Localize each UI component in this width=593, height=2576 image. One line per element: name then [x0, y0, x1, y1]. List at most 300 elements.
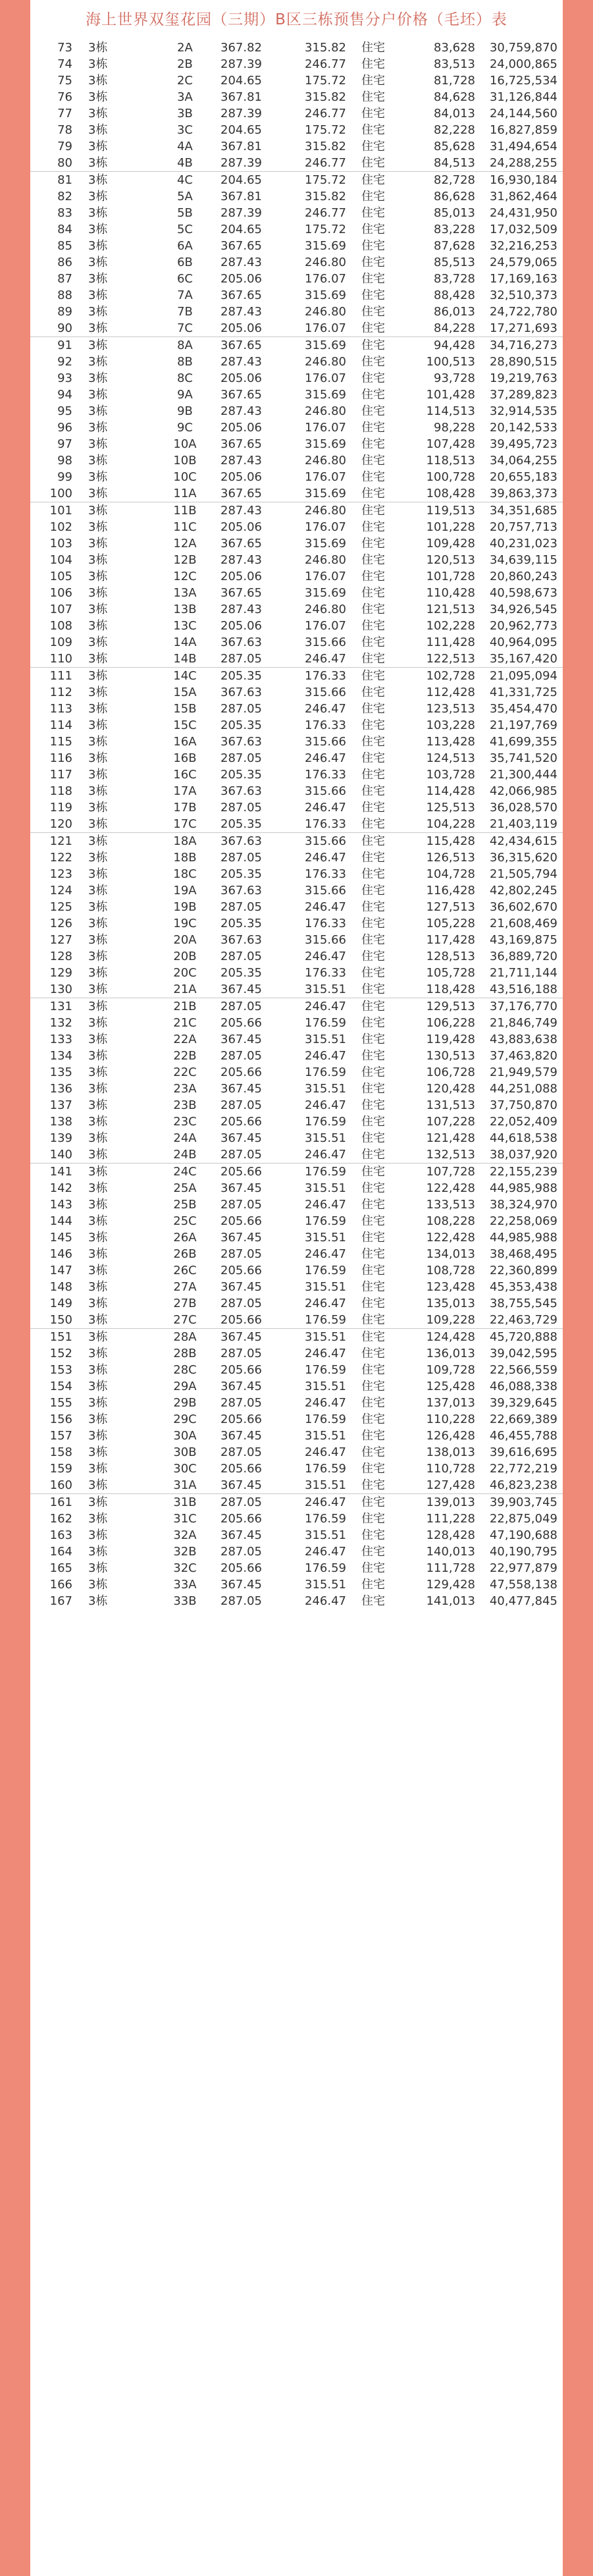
row-index: 90	[57, 321, 72, 335]
unit-price: 83,628	[434, 41, 475, 55]
floor-area: 205.06	[220, 619, 262, 633]
table-row	[30, 899, 563, 915]
usage: 住宅	[361, 834, 385, 848]
row-index: 76	[57, 90, 72, 104]
building: 3栋	[88, 173, 108, 187]
table-row	[30, 535, 563, 552]
inner-area: 246.47	[305, 652, 346, 666]
usage: 住宅	[361, 388, 385, 402]
usage: 住宅	[361, 1231, 385, 1245]
inner-area: 246.80	[305, 255, 346, 269]
usage: 住宅	[361, 1181, 385, 1195]
table-row	[30, 832, 563, 849]
inner-area: 246.47	[305, 1000, 346, 1013]
building: 3栋	[88, 1512, 108, 1526]
table-row	[30, 1031, 563, 1048]
usage: 住宅	[361, 1016, 385, 1030]
table-row	[30, 1345, 563, 1362]
table-row	[30, 1543, 563, 1560]
building: 3栋	[88, 1495, 108, 1509]
usage: 住宅	[361, 1412, 385, 1426]
building: 3栋	[88, 1396, 108, 1410]
unit-number: 23A	[173, 1082, 197, 1096]
row-index: 149	[49, 1297, 72, 1310]
row-index: 110	[49, 652, 72, 666]
unit-number: 6C	[176, 272, 193, 286]
unit-number: 19B	[173, 900, 197, 914]
floor-area: 205.35	[220, 817, 262, 831]
floor-area: 367.65	[220, 537, 262, 550]
floor-area: 287.05	[220, 702, 262, 716]
unit-number: 28B	[173, 1347, 197, 1360]
row-index: 154	[49, 1380, 72, 1393]
inner-area: 176.59	[305, 1115, 346, 1129]
total-price: 22,258,069	[489, 1214, 557, 1228]
inner-area: 175.72	[305, 74, 346, 88]
floor-area: 204.65	[220, 173, 262, 187]
row-index: 135	[49, 1065, 72, 1079]
row-index: 138	[49, 1115, 72, 1129]
total-price: 16,827,859	[489, 123, 557, 137]
unit-number: 15C	[173, 718, 197, 732]
floor-area: 367.65	[220, 487, 262, 500]
usage: 住宅	[361, 1247, 385, 1261]
floor-area: 287.05	[220, 1495, 262, 1509]
unit-price: 117,428	[426, 933, 475, 947]
table-row	[30, 1493, 563, 1511]
floor-area: 287.05	[220, 801, 262, 815]
row-index: 113	[49, 702, 72, 716]
unit-price: 111,428	[426, 635, 475, 649]
table-row	[30, 684, 563, 701]
total-price: 43,516,188	[489, 982, 557, 996]
usage: 住宅	[361, 173, 385, 187]
building: 3栋	[88, 537, 108, 550]
inner-area: 315.51	[305, 1528, 346, 1542]
row-index: 152	[49, 1347, 72, 1360]
building: 3栋	[88, 355, 108, 369]
row-index: 116	[49, 751, 72, 765]
unit-number: 13B	[173, 603, 197, 616]
table-row	[30, 1279, 563, 1295]
inner-area: 246.80	[305, 305, 346, 319]
row-index: 92	[57, 355, 72, 369]
row-index: 93	[57, 371, 72, 385]
table-row	[30, 40, 563, 56]
unit-number: 24B	[173, 1148, 197, 1162]
floor-area: 367.81	[220, 190, 262, 203]
unit-number: 12A	[173, 537, 197, 550]
table-row	[30, 1081, 563, 1097]
building: 3栋	[88, 223, 108, 236]
row-index: 127	[49, 933, 72, 947]
building: 3栋	[88, 867, 108, 881]
total-price: 44,985,988	[489, 1231, 557, 1245]
inner-area: 176.07	[305, 570, 346, 583]
table-row	[30, 155, 563, 171]
usage: 住宅	[361, 338, 385, 352]
building: 3栋	[88, 1445, 108, 1459]
row-index: 129	[49, 966, 72, 980]
inner-area: 315.66	[305, 834, 346, 848]
unit-price: 122,513	[426, 652, 475, 666]
unit-number: 17B	[173, 801, 197, 815]
table-row	[30, 1180, 563, 1196]
row-index: 139	[49, 1131, 72, 1145]
usage: 住宅	[361, 603, 385, 616]
unit-price: 124,513	[426, 751, 475, 765]
usage: 住宅	[361, 1065, 385, 1079]
total-price: 21,403,119	[489, 817, 557, 831]
inner-area: 176.59	[305, 1165, 346, 1179]
table-row	[30, 502, 563, 519]
inner-area: 315.51	[305, 1330, 346, 1344]
total-price: 22,155,239	[489, 1165, 557, 1179]
row-index: 103	[49, 537, 72, 550]
unit-number: 11B	[173, 504, 197, 518]
floor-area: 367.45	[220, 1181, 262, 1195]
table-row	[30, 254, 563, 271]
building: 3栋	[88, 933, 108, 947]
inner-area: 175.72	[305, 223, 346, 236]
unit-price: 86,013	[434, 305, 475, 319]
unit-number: 29A	[173, 1380, 197, 1393]
table-row	[30, 452, 563, 469]
row-index: 142	[49, 1181, 72, 1195]
floor-area: 367.45	[220, 1478, 262, 1492]
total-price: 43,883,638	[489, 1033, 557, 1046]
inner-area: 246.77	[305, 57, 346, 71]
row-index: 133	[49, 1033, 72, 1046]
usage: 住宅	[361, 1098, 385, 1112]
total-price: 31,862,464	[489, 190, 557, 203]
total-price: 35,741,520	[489, 751, 557, 765]
table-row	[30, 552, 563, 568]
total-price: 37,289,823	[489, 388, 557, 402]
total-price: 20,962,773	[489, 619, 557, 633]
building: 3栋	[88, 156, 108, 170]
building: 3栋	[88, 1528, 108, 1542]
floor-area: 205.66	[220, 1363, 262, 1377]
usage: 住宅	[361, 123, 385, 137]
building: 3栋	[88, 1049, 108, 1063]
unit-number: 26A	[173, 1231, 197, 1245]
inner-area: 246.47	[305, 1594, 346, 1608]
price-table	[30, 40, 563, 1609]
inner-area: 176.07	[305, 272, 346, 286]
usage: 住宅	[361, 1264, 385, 1277]
row-index: 163	[49, 1528, 72, 1542]
total-price: 46,455,788	[489, 1429, 557, 1443]
unit-number: 16B	[173, 751, 197, 765]
row-index: 98	[57, 454, 72, 468]
building: 3栋	[88, 553, 108, 567]
table-row	[30, 601, 563, 618]
total-price: 22,052,409	[489, 1115, 557, 1129]
floor-area: 367.82	[220, 41, 262, 55]
inner-area: 315.51	[305, 1478, 346, 1492]
usage: 住宅	[361, 784, 385, 798]
unit-price: 118,513	[426, 454, 475, 468]
total-price: 34,639,115	[489, 553, 557, 567]
inner-area: 176.33	[305, 718, 346, 732]
building: 3栋	[88, 834, 108, 848]
usage: 住宅	[361, 1000, 385, 1013]
unit-number: 27B	[173, 1297, 197, 1310]
unit-number: 14C	[173, 669, 197, 683]
unit-number: 7A	[177, 288, 193, 302]
unit-number: 23B	[173, 1098, 197, 1112]
usage: 住宅	[361, 288, 385, 302]
usage: 住宅	[361, 768, 385, 782]
unit-number: 17C	[173, 817, 197, 831]
unit-number: 25B	[173, 1198, 197, 1212]
building: 3栋	[88, 1115, 108, 1129]
floor-area: 367.63	[220, 933, 262, 947]
table-row	[30, 519, 563, 535]
total-price: 32,216,253	[489, 239, 557, 253]
inner-area: 246.47	[305, 851, 346, 865]
unit-price: 134,013	[426, 1247, 475, 1261]
inner-area: 246.77	[305, 206, 346, 220]
unit-price: 115,428	[426, 834, 475, 848]
unit-price: 93,728	[434, 371, 475, 385]
floor-area: 367.63	[220, 834, 262, 848]
building: 3栋	[88, 817, 108, 831]
inner-area: 246.47	[305, 1396, 346, 1410]
building: 3栋	[88, 74, 108, 88]
total-price: 42,066,985	[489, 784, 557, 798]
row-index: 123	[49, 867, 72, 881]
total-price: 24,722,780	[489, 305, 557, 319]
table-row	[30, 1511, 563, 1527]
inner-area: 175.72	[305, 173, 346, 187]
total-price: 32,510,373	[489, 288, 557, 302]
row-index: 145	[49, 1231, 72, 1245]
unit-number: 30A	[173, 1429, 197, 1443]
building: 3栋	[88, 504, 108, 518]
usage: 住宅	[361, 239, 385, 253]
inner-area: 246.47	[305, 1347, 346, 1360]
floor-area: 287.05	[220, 1247, 262, 1261]
floor-area: 287.43	[220, 504, 262, 518]
unit-price: 105,228	[426, 917, 475, 930]
row-index: 162	[49, 1512, 72, 1526]
floor-area: 367.45	[220, 1082, 262, 1096]
unit-number: 12C	[173, 570, 197, 583]
inner-area: 176.59	[305, 1363, 346, 1377]
row-index: 132	[49, 1016, 72, 1030]
inner-area: 315.51	[305, 1578, 346, 1592]
inner-area: 176.33	[305, 867, 346, 881]
building: 3栋	[88, 1347, 108, 1360]
total-price: 39,042,595	[489, 1347, 557, 1360]
floor-area: 205.66	[220, 1462, 262, 1476]
table-row	[30, 485, 563, 502]
floor-area: 287.39	[220, 107, 262, 121]
table-row	[30, 1477, 563, 1493]
row-index: 97	[57, 437, 72, 451]
building: 3栋	[88, 1082, 108, 1096]
inner-area: 246.47	[305, 900, 346, 914]
unit-number: 9C	[176, 421, 193, 435]
inner-area: 315.66	[305, 735, 346, 749]
usage: 住宅	[361, 801, 385, 815]
total-price: 24,000,865	[489, 57, 557, 71]
building: 3栋	[88, 1247, 108, 1261]
floor-area: 205.66	[220, 1065, 262, 1079]
unit-price: 140,013	[426, 1545, 475, 1559]
usage: 住宅	[361, 1131, 385, 1145]
price-sheet	[30, 0, 563, 2576]
inner-area: 315.51	[305, 1181, 346, 1195]
usage: 住宅	[361, 371, 385, 385]
usage: 住宅	[361, 1330, 385, 1344]
total-price: 31,494,654	[489, 140, 557, 153]
unit-price: 107,228	[426, 1115, 475, 1129]
total-price: 24,288,255	[489, 156, 557, 170]
usage: 住宅	[361, 685, 385, 699]
inner-area: 176.59	[305, 1264, 346, 1277]
inner-area: 176.07	[305, 619, 346, 633]
floor-area: 205.06	[220, 520, 262, 534]
unit-number: 30C	[173, 1462, 197, 1476]
unit-number: 16C	[173, 768, 197, 782]
row-index: 157	[49, 1429, 72, 1443]
table-row	[30, 1246, 563, 1262]
unit-price: 121,513	[426, 603, 475, 616]
total-price: 22,360,899	[489, 1264, 557, 1277]
table-row	[30, 701, 563, 717]
floor-area: 287.43	[220, 553, 262, 567]
floor-area: 367.45	[220, 1528, 262, 1542]
total-price: 24,579,065	[489, 255, 557, 269]
usage: 住宅	[361, 454, 385, 468]
total-price: 24,144,560	[489, 107, 557, 121]
unit-price: 85,513	[434, 255, 475, 269]
table-row	[30, 783, 563, 799]
floor-area: 367.63	[220, 635, 262, 649]
total-price: 36,028,570	[489, 801, 557, 815]
table-row	[30, 915, 563, 932]
unit-price: 100,728	[426, 470, 475, 484]
total-price: 44,985,988	[489, 1181, 557, 1195]
total-price: 44,251,088	[489, 1082, 557, 1096]
unit-price: 107,428	[426, 437, 475, 451]
row-index: 87	[57, 272, 72, 286]
table-row	[30, 1328, 563, 1345]
total-price: 34,926,545	[489, 603, 557, 616]
total-price: 37,750,870	[489, 1098, 557, 1112]
floor-area: 287.05	[220, 1545, 262, 1559]
building: 3栋	[88, 801, 108, 815]
building: 3栋	[88, 1380, 108, 1393]
floor-area: 287.05	[220, 1297, 262, 1310]
inner-area: 315.69	[305, 288, 346, 302]
usage: 住宅	[361, 421, 385, 435]
total-price: 39,329,645	[489, 1396, 557, 1410]
total-price: 38,755,545	[489, 1297, 557, 1310]
floor-area: 287.05	[220, 1049, 262, 1063]
row-index: 96	[57, 421, 72, 435]
usage: 住宅	[361, 1445, 385, 1459]
building: 3栋	[88, 239, 108, 253]
building: 3栋	[88, 1330, 108, 1344]
floor-area: 205.06	[220, 570, 262, 583]
building: 3栋	[88, 1214, 108, 1228]
row-index: 117	[49, 768, 72, 782]
row-index: 109	[49, 635, 72, 649]
unit-price: 109,728	[426, 1363, 475, 1377]
floor-area: 367.45	[220, 982, 262, 996]
total-price: 34,716,273	[489, 338, 557, 352]
row-index: 165	[49, 1561, 72, 1575]
row-index: 114	[49, 718, 72, 732]
inner-area: 175.72	[305, 123, 346, 137]
total-price: 21,949,579	[489, 1065, 557, 1079]
total-price: 39,863,373	[489, 487, 557, 500]
usage: 住宅	[361, 272, 385, 286]
unit-price: 108,728	[426, 1264, 475, 1277]
unit-price: 126,428	[426, 1429, 475, 1443]
inner-area: 315.51	[305, 1280, 346, 1294]
unit-price: 102,228	[426, 619, 475, 633]
usage: 住宅	[361, 652, 385, 666]
usage: 住宅	[361, 74, 385, 88]
floor-area: 287.05	[220, 1347, 262, 1360]
inner-area: 246.47	[305, 1198, 346, 1212]
inner-area: 176.07	[305, 470, 346, 484]
unit-number: 31C	[173, 1512, 197, 1526]
row-index: 83	[57, 206, 72, 220]
inner-area: 176.59	[305, 1462, 346, 1476]
building: 3栋	[88, 966, 108, 980]
unit-number: 2A	[177, 41, 193, 55]
unit-number: 11C	[173, 520, 197, 534]
unit-price: 125,513	[426, 801, 475, 815]
floor-area: 205.66	[220, 1115, 262, 1129]
building: 3栋	[88, 1594, 108, 1608]
row-index: 95	[57, 404, 72, 418]
table-row	[30, 849, 563, 866]
table-row	[30, 436, 563, 452]
building: 3栋	[88, 190, 108, 203]
floor-area: 367.45	[220, 1578, 262, 1592]
floor-area: 287.43	[220, 305, 262, 319]
table-row	[30, 469, 563, 485]
usage: 住宅	[361, 140, 385, 153]
floor-area: 367.45	[220, 1231, 262, 1245]
total-price: 40,598,673	[489, 586, 557, 600]
unit-number: 6B	[177, 255, 193, 269]
floor-area: 205.35	[220, 966, 262, 980]
floor-area: 287.05	[220, 1098, 262, 1112]
unit-price: 83,513	[434, 57, 475, 71]
unit-price: 101,228	[426, 520, 475, 534]
total-price: 21,505,794	[489, 867, 557, 881]
floor-area: 367.45	[220, 1330, 262, 1344]
unit-price: 123,428	[426, 1280, 475, 1294]
inner-area: 246.47	[305, 702, 346, 716]
inner-area: 176.59	[305, 1016, 346, 1030]
inner-area: 315.69	[305, 537, 346, 550]
usage: 住宅	[361, 504, 385, 518]
row-index: 161	[49, 1495, 72, 1509]
floor-area: 205.66	[220, 1264, 262, 1277]
usage: 住宅	[361, 190, 385, 203]
building: 3栋	[88, 321, 108, 335]
unit-number: 18C	[173, 867, 197, 881]
